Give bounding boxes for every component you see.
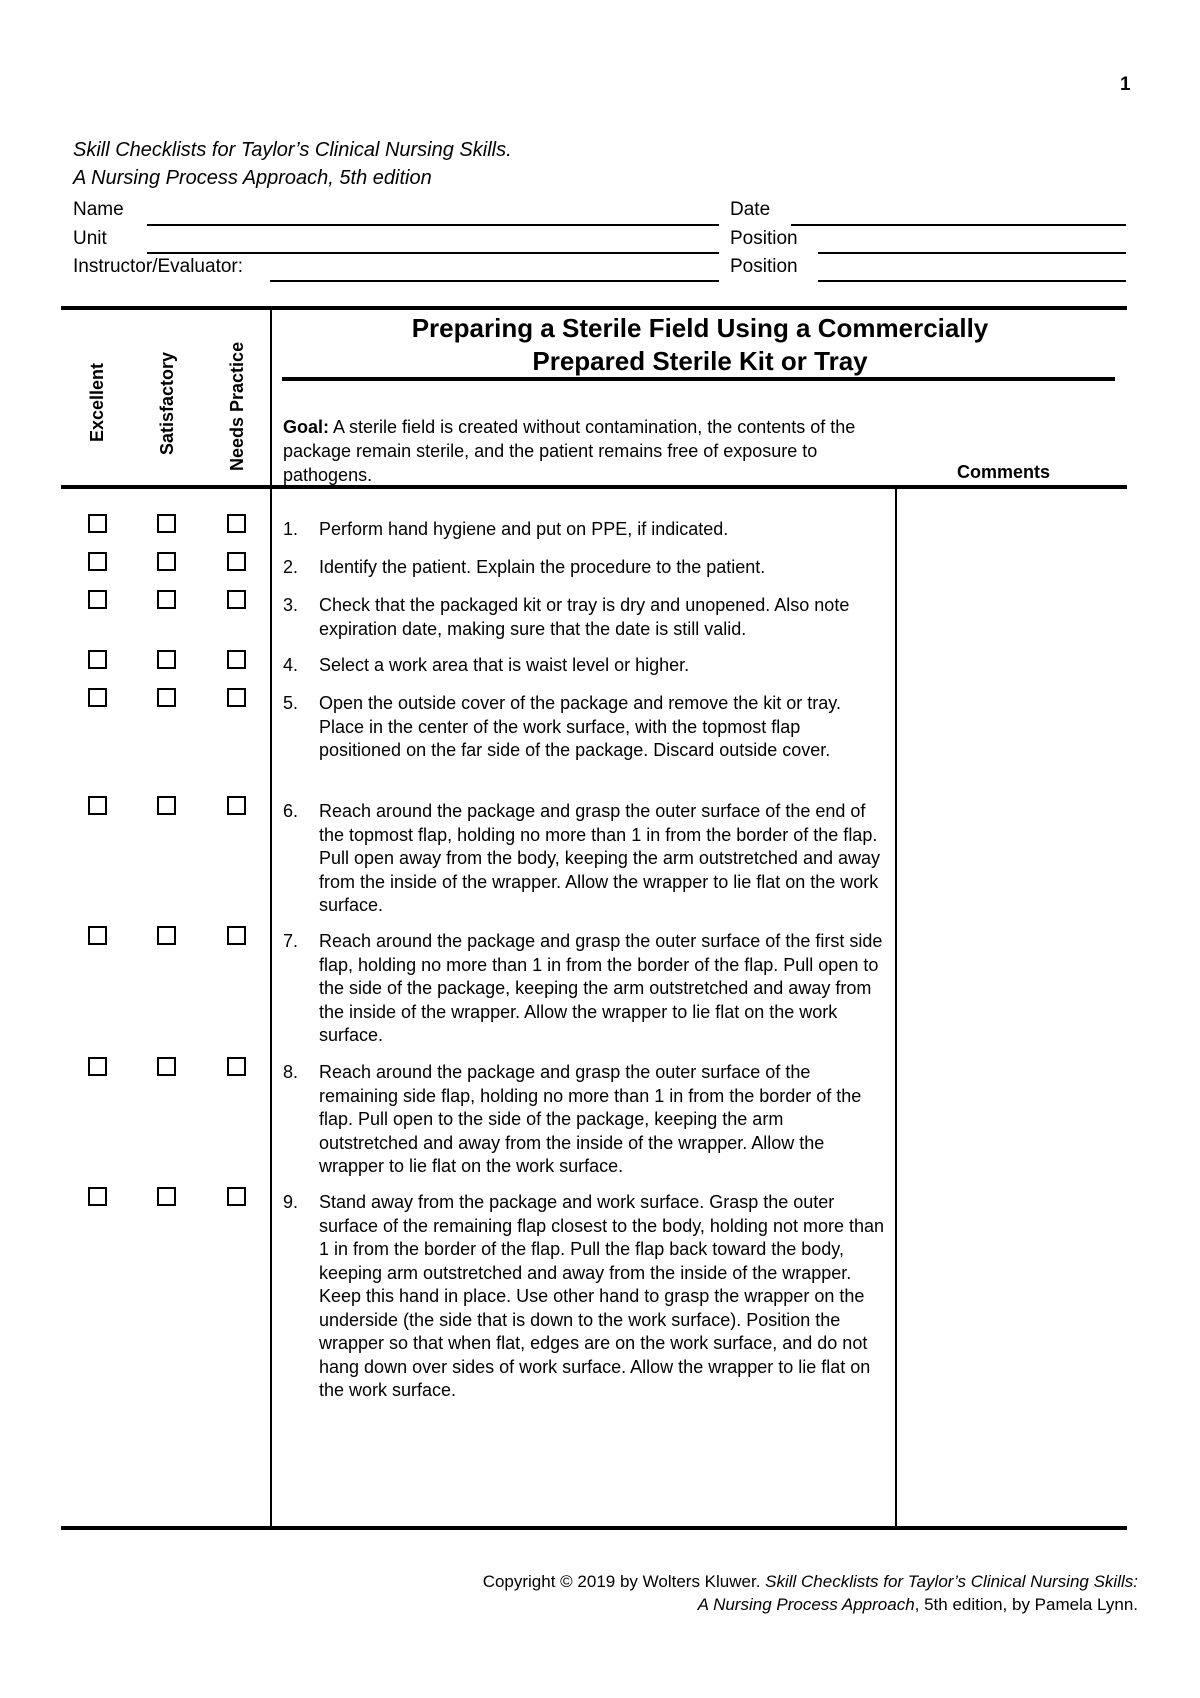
procedure-title [290,312,1110,378]
checkbox-needs-practice-step-2[interactable] [227,552,246,571]
checkbox-needs-practice-step-3[interactable] [227,590,246,609]
col-needs-practice: Needs Practice [227,341,247,471]
step-text: Perform hand hygiene and put on PPE, if indicated. [319,519,729,539]
checkbox-satisfactory-step-8[interactable] [157,1057,176,1076]
procedure-title-line2: Prepared Sterile Kit or Tray [532,346,868,376]
position-label: Position [730,228,798,249]
step-text: Reach around the package and grasp the outer surface of the first side flap, holding no more than 1 in from the border of the flap. Pull open to the side of the package, keeping the arm outstretched and away from the inside of the wrapper. Allow the wrapper to lie flat on the work surface. [319,931,883,1045]
rating-divider [270,306,272,1528]
comments-header: Comments [957,462,1051,482]
step-number: 5. [283,693,299,713]
book-title [73,136,512,192]
checkbox-satisfactory-step-1[interactable] [157,514,176,533]
unit-label: Unit [73,228,107,249]
step-number: 8. [283,1062,299,1082]
checkbox-satisfactory-step-3[interactable] [157,590,176,609]
checkbox-needs-practice-step-5[interactable] [227,688,246,707]
checkbox-excellent-step-8[interactable] [88,1057,107,1076]
goal-body: A sterile field is created without contamination, the contents of the package remain sterile, and the patient remains free of exposure to pathogens. [283,417,856,485]
position2-label: Position [730,256,798,277]
date-field[interactable] [791,224,1126,226]
checkbox-excellent-step-1[interactable] [88,514,107,533]
copyright-footer [483,1570,1138,1616]
checkbox-satisfactory-step-9[interactable] [157,1187,176,1206]
procedure-title-line1: Preparing a Sterile Field Using a Commercially [411,313,989,343]
checkbox-needs-practice-step-4[interactable] [227,650,246,669]
checkbox-excellent-step-4[interactable] [88,650,107,669]
table-bottom-rule [61,1526,1127,1530]
checkbox-excellent-step-5[interactable] [88,688,107,707]
checkbox-needs-practice-step-8[interactable] [227,1057,246,1076]
step-number: 3. [283,595,299,615]
checkbox-needs-practice-step-1[interactable] [227,514,246,533]
footer-title2: A Nursing Process Approach [697,1595,915,1614]
step-text: Check that the packaged kit or tray is dry and unopened. Also note expiration date, making sure that the date is still valid. [319,595,850,639]
checkbox-needs-practice-step-6[interactable] [227,796,246,815]
checkbox-satisfactory-step-7[interactable] [157,926,176,945]
checkbox-needs-practice-step-7[interactable] [227,926,246,945]
book-title-line2: A Nursing Process Approach, 5th edition [73,167,432,189]
position-field[interactable] [818,252,1126,254]
instructor-field[interactable] [270,280,719,282]
step-text: Open the outside cover of the package and remove the kit or tray. Place in the center of the work surface, with the topmost flap positioned on the far side of the package. Discard outside cover. [319,693,841,760]
footer-prefix: Copyright © 2019 by Wolters Kluwer. [482,1572,766,1591]
step-number: 9. [283,1192,299,1212]
footer-title: Skill Checklists for Taylor’s Clinical Nursing Skills: [765,1572,1138,1591]
checkbox-satisfactory-step-4[interactable] [157,650,176,669]
checkbox-excellent-step-9[interactable] [88,1187,107,1206]
step-number: 6. [283,801,299,821]
unit-field[interactable] [147,252,719,254]
step-number: 7. [283,931,299,951]
checkbox-satisfactory-step-2[interactable] [157,552,176,571]
comments-divider [895,487,897,1528]
name-field[interactable] [147,224,719,226]
col-excellent: Excellent [87,362,107,442]
step-text: Select a work area that is waist level or higher. [319,655,690,675]
step-number: 4. [283,655,299,675]
checkbox-excellent-step-6[interactable] [88,796,107,815]
book-title-line1: Skill Checklists for Taylor’s Clinical Nursing Skills. [73,139,512,161]
checkbox-satisfactory-step-6[interactable] [157,796,176,815]
name-label: Name [73,199,124,220]
step-number: 1. [283,519,299,539]
step-text: Identify the patient. Explain the procedure to the patient. [319,557,766,577]
step-text: Reach around the package and grasp the outer surface of the remaining side flap, holding no more than 1 in from the border of the flap. Pull open to the side of the package, keeping the arm outstretched and away from the inside of the wrapper. Allow the wrapper to lie flat on the work surface. [319,1062,862,1176]
page-number: 1 [1120,74,1131,95]
position2-field[interactable] [818,280,1126,282]
goal-label: Goal: [283,417,330,437]
checkbox-excellent-step-2[interactable] [88,552,107,571]
checkbox-excellent-step-3[interactable] [88,590,107,609]
instructor-label: Instructor/Evaluator: [73,256,244,277]
date-label: Date [730,199,771,220]
checkbox-satisfactory-step-5[interactable] [157,688,176,707]
goal-text [283,415,883,487]
checkbox-needs-practice-step-9[interactable] [227,1187,246,1206]
col-satisfactory: Satisfactory [157,351,177,455]
step-text: Stand away from the package and work surface. Grasp the outer surface of the remaining flap closest to the body, holding not more than 1 in from the border of the flap. Pull the flap back toward the body, keeping arm outstretched and away from the inside of the wrapper. Keep this hand in place. Use other hand to grasp the wrapper on the underside (the side that is down to the work surface). Position the wrapper so that when flat, edges are on the work surface, and do not hang down over sides of work surface. Allow the wrapper to lie flat on the work surface. [319,1192,885,1400]
footer-suffix: , 5th edition, by Pamela Lynn. [914,1595,1138,1614]
checkbox-excellent-step-7[interactable] [88,926,107,945]
step-text: Reach around the package and grasp the outer surface of the end of the topmost flap, holding no more than 1 in from the border of the flap. Pull open away from the body, keeping the arm outstretched and away from the inside of the wrapper. Allow the wrapper to lie flat on the work surface. [319,801,880,915]
step-number: 2. [283,557,299,577]
table-top-rule [61,306,1127,310]
